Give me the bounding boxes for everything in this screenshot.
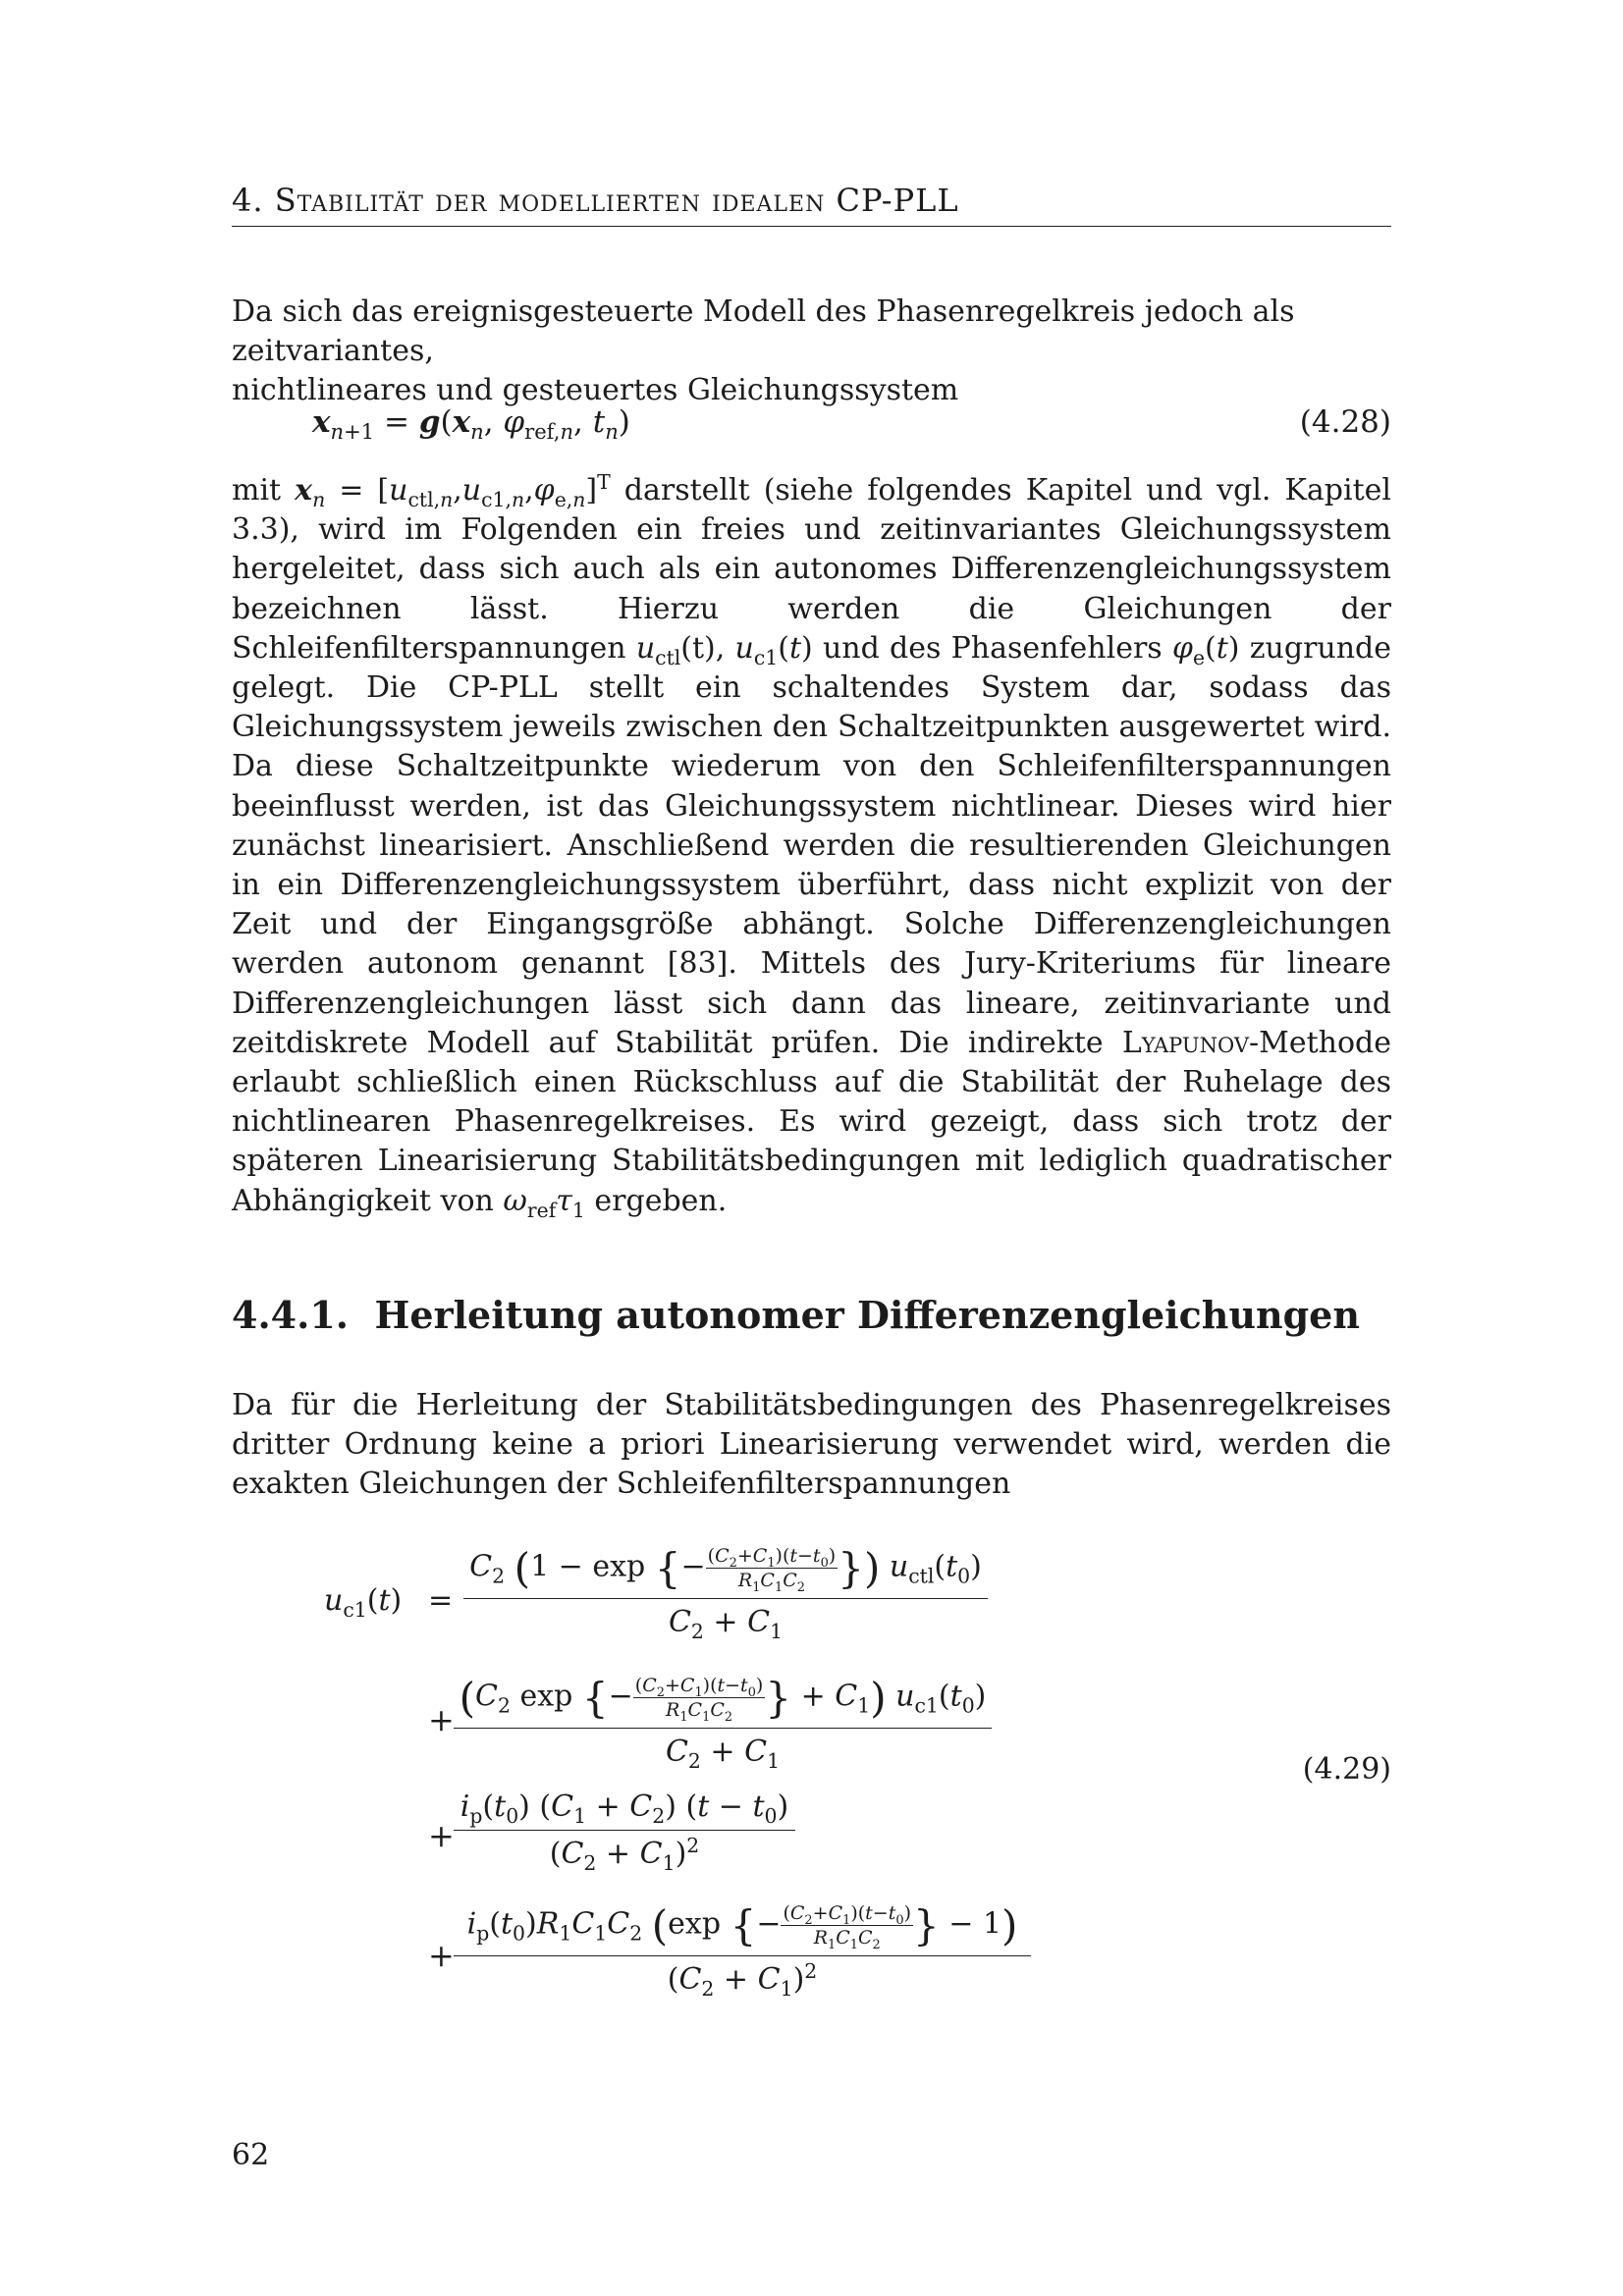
equation-4-28-body: $x_{n+1} = g(x_n$, $\varphi_{ref,n}$, $t_n$) <box>312 404 630 445</box>
page-number: 62 <box>232 2138 270 2172</box>
math-phase-error: $\varphi_e(t)$ <box>1171 630 1240 669</box>
eq-term-2: ($C_2$ exp {− $\frac{(C_2+C_1)(t-t_0)}{R_1C_1C_2}$ } + $C_1$) $u_{c1}(t_0)$ $C_2 + C_1$ <box>454 1674 992 1769</box>
main-text-1: darstellt (siehe folgendes Kapitel und vgl. Kapitel 3.3), wird im Folgenden ein freies und zeitinvariantes Gleichungssystem hergeleitet, dass sich auch als ein autonomes Differenzengleichungssystem bezeichnen lässt. Hierzu werden die Gleichungen der Schleifenfilterspannungen <box>232 473 1391 666</box>
intro-line-2: nichtlineares und gesteuertes Gleichungssystem <box>232 373 959 408</box>
section-heading <box>232 1293 1360 1337</box>
equation-4-28-number: (4.28) <box>1299 404 1391 440</box>
main-lead: mit <box>232 473 282 507</box>
running-head <box>232 182 1391 219</box>
main-text-3: zugrunde gelegt. Die CP-PLL stellt ein schaltendes System dar, sodass das Gleichungssystem jeweils zwischen den Schaltzeitpunkten ausgewertet wird. Da diese Schaltzeitpunkte wiederum von den Schleifenfilterspannungen beeinflusst werden, ist das Gleichungssystem nichtlinear. Dieses wird hier zunächst linearisiert. Anschließend werden die resultierenden Gleichungen in ein Differenzengleichungssystem überführt, dass nicht explizit von der Zeit und der Eingangsgröße abhängt. Solche Differenzengleichungen werden autonom genannt [83]. Mittels des Jury-Kriteriums für lineare Differenzengleichungen lässt sich dann das lineare, zeitinvariante und zeitdiskrete Modell auf Stabilität prüfen. Die indirekte <box>232 630 1392 1060</box>
section-paragraph-text: Da für die Herleitung der Stabilitätsbedingungen des Phasenregelkreises dritter Ordnung keine a priori Linearisierung verwendet wird, werden die exakten Gleichungen der Schleifenfilterspannungen <box>232 1388 1391 1502</box>
eq-plus-3: + <box>428 1817 455 1854</box>
eq-plus-2: + <box>428 1701 455 1738</box>
equation-4-29-number: (4.29) <box>1302 1752 1391 1787</box>
header-rule <box>232 226 1391 227</box>
section-paragraph <box>232 1386 1391 1505</box>
equation-4-29 <box>232 1526 1391 2001</box>
eq-plus-4: + <box>428 1937 455 1974</box>
section-title: Herleitung autonomer Differenzengleichungen <box>374 1293 1360 1337</box>
main-text-5: ergeben. <box>594 1183 728 1218</box>
eq-equals: = <box>428 1583 454 1618</box>
main-paragraph <box>232 471 1391 1221</box>
eq-term-1: $C_2$ (1 − exp {− $\frac{(C_2+C_1)(t-t_0)}{R_1C_1C_2}$ }) $u_{ctl}(t_0)$ $C_2 + C_1$ <box>463 1544 988 1639</box>
eq-term-3: $i_p(t_0) (C_1 + C_2) (t - t_0)$ $(C_2 + C_1)^2$ <box>454 1789 795 1871</box>
math-uc1: $u_{c1}(t)$ <box>734 630 813 669</box>
main-text-2: und des Phasenfehlers <box>822 630 1163 666</box>
chapter-acronym: CP-PLL <box>836 182 959 219</box>
chapter-number: 4. <box>232 182 264 219</box>
math-omega-tau: $\omega_{ref}\tau_1$ <box>503 1183 585 1222</box>
eq-term-4: $i_p(t_0)R_1C_1C_2$ (exp {− $\frac{(C_2+C_1)(t-t_0)}{R_1C_1C_2}$ } − 1) $(C_2 + C_1)^2$ <box>454 1901 1031 1997</box>
eq-lhs: $u_{c1}(t)$ <box>324 1583 403 1622</box>
lyapunov-name: Lyapunov <box>1121 1025 1249 1060</box>
math-uctl: $u_{ctl}(t)$, <box>635 630 726 669</box>
main-text-4: -Methode erlaubt schließlich einen Rückschluss auf die Stabilität der Ruhelage des nichtlinearen Phasenregelkreises. Es wird gezeigt, dass sich trotz der späteren Linearisierung Stabilitätsbedingungen mit lediglich quadratischer Abhängigkeit von <box>232 1025 1391 1218</box>
chapter-title: Stabilität der modellierten idealen <box>274 182 826 219</box>
section-number: 4.4.1. <box>232 1293 350 1337</box>
intro-paragraph <box>232 293 1391 411</box>
state-vector: $x_n = [u_{ctl,n},u_{c1,n},\varphi_{e,n}]^T$ <box>295 470 611 511</box>
intro-line-1: Da sich das ereignisgesteuerte Modell des Phasenregelkreis jedoch als zeitvariantes, <box>232 294 1295 369</box>
